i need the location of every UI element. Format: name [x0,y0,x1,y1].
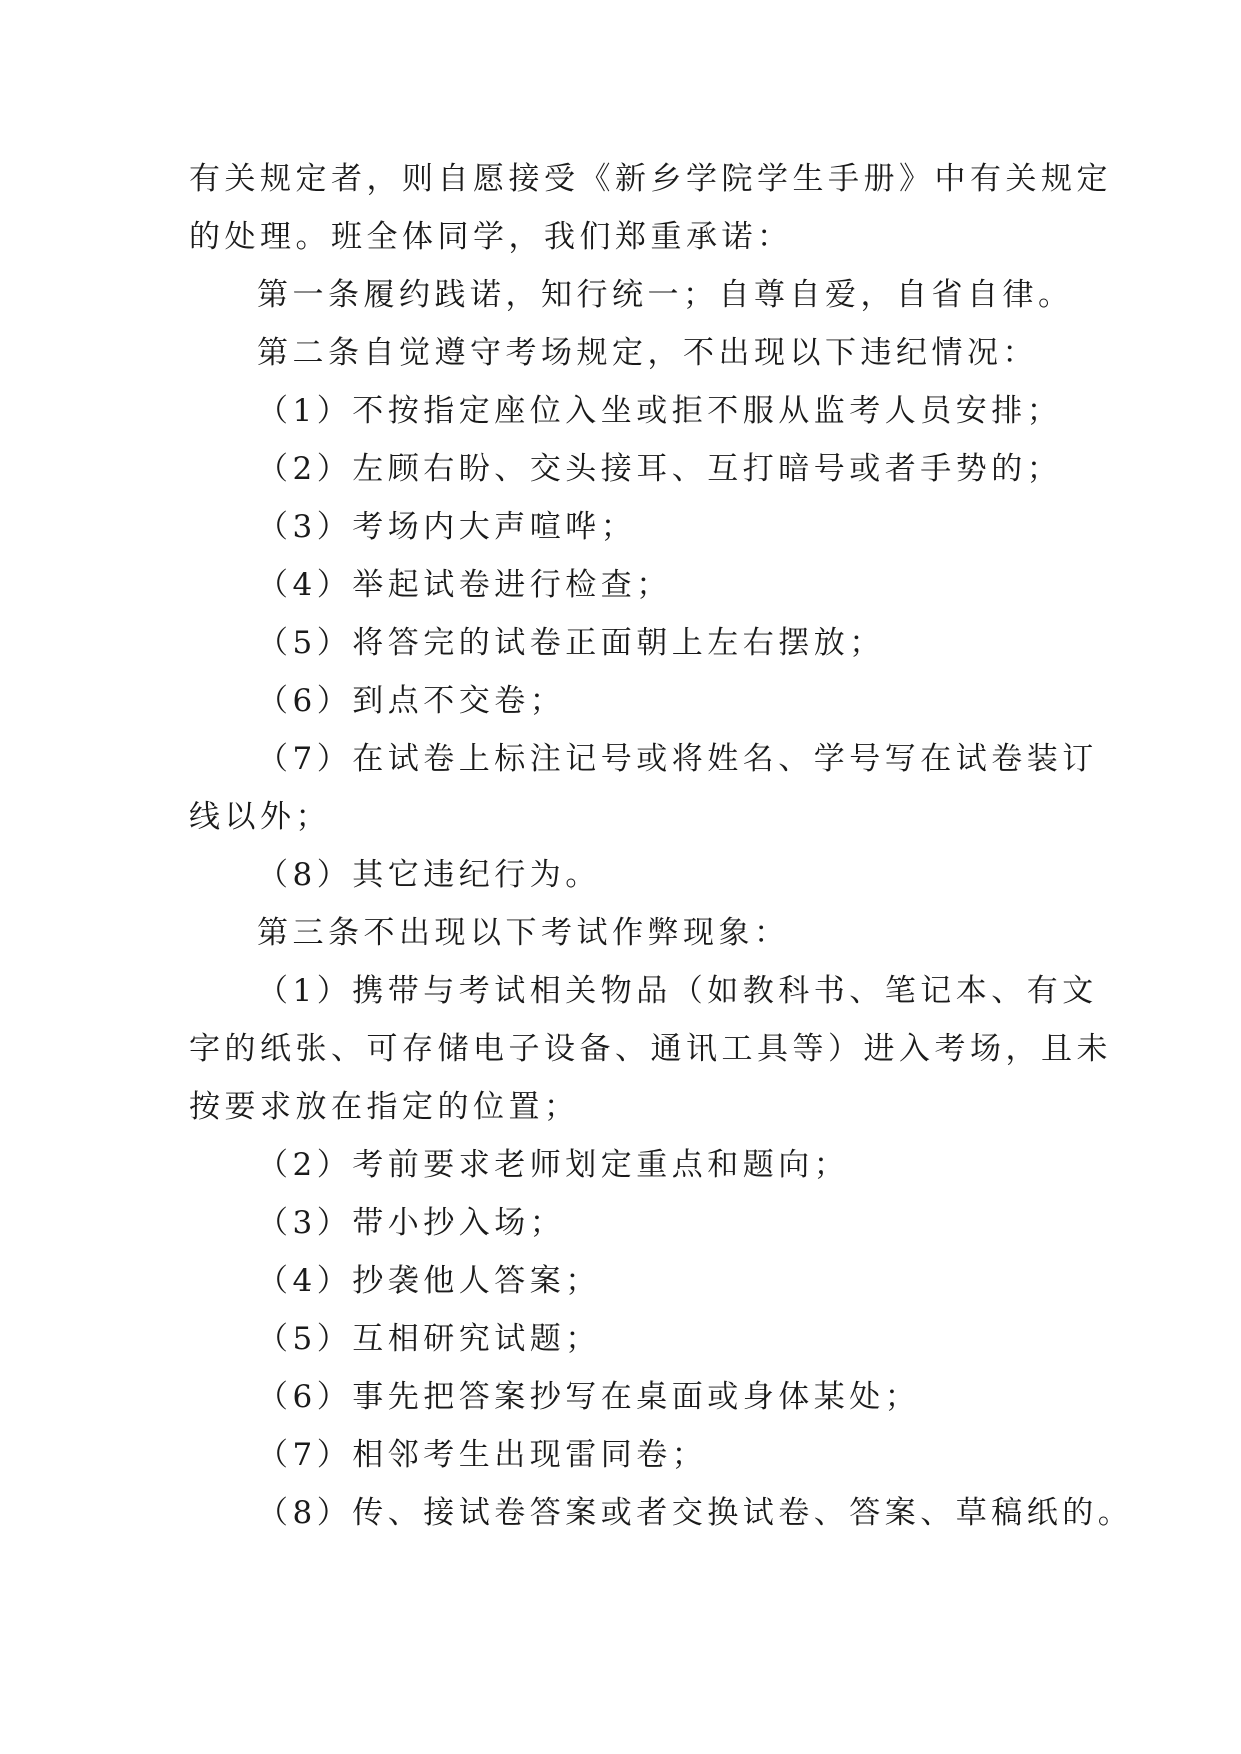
list-item: （2）左顾右盼、交头接耳、互打暗号或者手势的； [257,451,1063,487]
list-item: （7）相邻考生出现雷同卷； [257,1437,708,1473]
list-item: （1）携带与考试相关物品（如教科书、笔记本、有文 [257,973,1098,1009]
list-item: （8）传、接试卷答案或者交换试卷、答案、草稿纸的。 [257,1495,1134,1531]
article-two: 第二条自觉遵守考场规定，不出现以下违纪情况： [257,335,1038,371]
list-item: （3）带小抄入场； [257,1205,566,1241]
list-item: （4）抄袭他人答案； [257,1263,601,1299]
list-item: （7）在试卷上标注记号或将姓名、学号写在试卷装订 [257,741,1098,777]
list-item: （6）事先把答案抄写在桌面或身体某处； [257,1379,921,1415]
article-three: 第三条不出现以下考试作弊现象： [257,915,790,951]
document-body [189,150,1134,1542]
list-item: （3）考场内大声喧哗； [257,509,637,545]
list-item-continuation: 线以外； [189,799,331,835]
list-item: （8）其它违纪行为。 [257,857,601,893]
paragraph-line: 的处理。班全体同学，我们郑重承诺： [189,219,793,255]
list-item-continuation: 字的纸张、可存储电子设备、通讯工具等）进入考场，且未 [189,1031,1112,1067]
article-one: 第一条履约践诺，知行统一；自尊自爱，自省自律。 [257,277,1074,313]
list-item-continuation: 按要求放在指定的位置； [189,1089,580,1125]
list-item: （6）到点不交卷； [257,683,566,719]
list-item: （5）将答完的试卷正面朝上左右摆放； [257,625,885,661]
paragraph-line: 有关规定者，则自愿接受《新乡学院学生手册》中有关规定 [189,161,1112,197]
list-item: （1）不按指定座位入坐或拒不服从监考人员安排； [257,393,1063,429]
list-item: （4）举起试卷进行检查； [257,567,672,603]
list-item: （2）考前要求老师划定重点和题向； [257,1147,850,1183]
list-item: （5）互相研究试题； [257,1321,601,1357]
